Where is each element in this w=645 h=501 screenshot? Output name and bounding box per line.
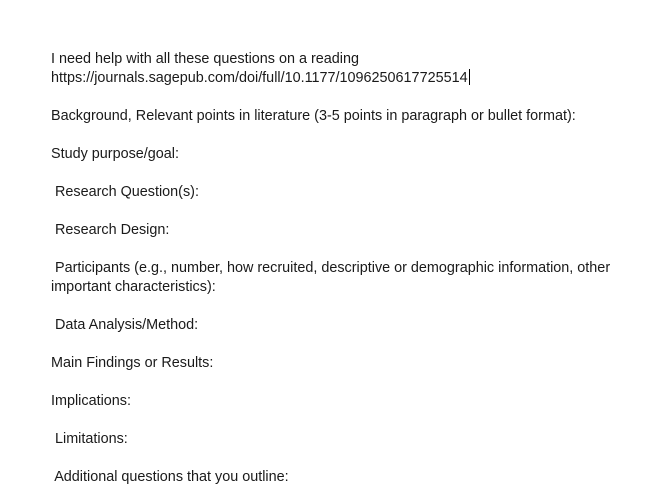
document-body[interactable] xyxy=(51,50,631,487)
article-url: https://journals.sagepub.com/doi/full/10.1177/1096250617725514 xyxy=(51,70,468,86)
additional-questions-prompt: Additional questions that you outline: xyxy=(51,469,289,485)
participants-prompt: Participants (e.g., number, how recruited, descriptive or demographic information, other important characteristics): xyxy=(51,260,615,295)
spacer xyxy=(51,164,631,183)
spacer xyxy=(51,373,631,392)
spacer xyxy=(51,335,631,354)
background-prompt: Background, Relevant points in literature (3-5 points in paragraph or bullet format): xyxy=(51,108,576,124)
spacer xyxy=(51,240,631,259)
spacer xyxy=(51,411,631,430)
limitations-prompt: Limitations: xyxy=(51,431,128,447)
main-findings-prompt: Main Findings or Results: xyxy=(51,355,214,371)
intro-line: I need help with all these questions on a reading xyxy=(51,51,360,67)
research-design-prompt: Research Design: xyxy=(51,222,170,238)
study-purpose-prompt: Study purpose/goal: xyxy=(51,146,180,162)
data-analysis-prompt: Data Analysis/Method: xyxy=(51,317,199,333)
spacer xyxy=(51,297,631,316)
url-line xyxy=(51,69,631,88)
text-cursor xyxy=(469,69,470,85)
spacer xyxy=(51,126,631,145)
spacer xyxy=(51,449,631,468)
implications-prompt: Implications: xyxy=(51,393,131,409)
spacer xyxy=(51,202,631,221)
research-questions-prompt: Research Question(s): xyxy=(51,184,199,200)
spacer xyxy=(51,88,631,107)
